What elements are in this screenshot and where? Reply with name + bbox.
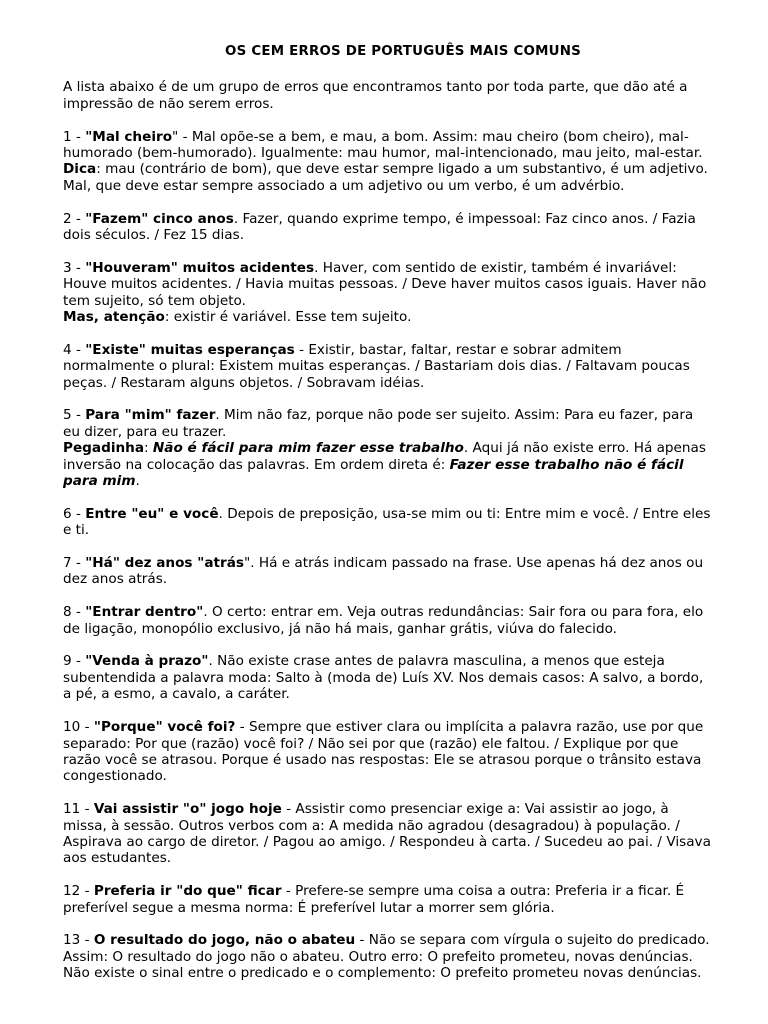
item-paragraph — [63, 129, 713, 162]
item-number: 12 - — [63, 883, 94, 900]
item-heading: O resultado do jogo, não o abateu — [93, 932, 356, 949]
item-text: - Não se separa com vírgula o sujeito do predicado. Assim: O resultado do jogo não o abateu. Outro erro: O prefeito prometeu, novas denúncias. Não existe o sinal entre o predicado e o complemento: O prefeito prometeu novas denúncias. — [63, 932, 710, 982]
item-text: " - Mal opõe-se a bem, e mau, a bom. Assim: mau cheiro (bom cheiro), mal-humorado (bem-humorado). Igualmente: mau humor, mal-intencionado, mau jeito, mal-estar. — [63, 128, 703, 162]
list-item — [63, 506, 713, 539]
item-heading: Vai assistir "o" jogo hoje — [93, 801, 282, 818]
list-item — [63, 260, 713, 326]
item-number: 13 - — [63, 932, 94, 949]
item-heading: "Houveram" muitos acidentes — [85, 259, 315, 276]
item-text: . O certo: entrar em. Veja outras redundâncias: Sair fora ou para fora, elo de ligação, monopólio exclusivo, já não há mais, ganhar grátis, viúva do falecido. — [63, 604, 704, 637]
item-heading: "Fazem" cinco anos — [85, 210, 234, 227]
item-number: 11 - — [63, 801, 94, 818]
item-text: . Haver, com sentido de existir, também é invariável: Houve muitos acidentes. / Havia muitas pessoas. / Deve haver muitos casos iguais. Haver não tem sujeito, só tem objeto. — [63, 259, 707, 309]
item-heading: "Entrar dentro" — [85, 604, 204, 621]
item-paragraph — [63, 260, 713, 309]
item-note — [63, 309, 713, 325]
item-heading: "Venda à prazo" — [85, 653, 209, 670]
item-note — [63, 440, 713, 489]
item-paragraph — [63, 883, 713, 916]
item-note — [63, 161, 713, 194]
note-label: Pegadinha — [63, 440, 145, 457]
item-number: 10 - — [63, 719, 94, 736]
note-example-emphasis: Fazer esse trabalho não é fácil para mim — [63, 456, 684, 490]
intro-text: A lista abaixo é de um grupo de erros que encontramos tanto por toda parte, que dão até a impressão de não serem erros. — [63, 79, 688, 112]
list-item — [63, 555, 713, 588]
item-paragraph — [63, 653, 713, 702]
item-paragraph — [63, 719, 713, 785]
item-paragraph — [63, 211, 713, 244]
item-number: 1 - — [63, 128, 86, 145]
item-number: 8 - — [63, 604, 86, 621]
note-label: Dica — [63, 161, 97, 178]
item-number: 3 - — [63, 259, 86, 276]
item-text: - Assistir como presenciar exige a: Vai assistir ao jogo, à missa, à sessão. Outros verbos com a: A medida não agradou (desagradou) à população. / Aspirava ao cargo de diretor. / Pagou ao amigo. / Respondeu à carta. / Sucedeu ao pai. / Visava aos estudantes. — [63, 801, 711, 867]
list-item — [63, 129, 713, 195]
item-number: 7 - — [63, 555, 86, 572]
item-heading: Para "mim" fazer — [85, 407, 216, 424]
list-item — [63, 883, 713, 916]
item-paragraph — [63, 604, 713, 637]
list-item — [63, 653, 713, 702]
item-heading: "Mal cheiro — [85, 128, 173, 145]
item-heading: Entre "eu" e você — [85, 505, 219, 522]
item-text: - Existir, bastar, faltar, restar e sobrar admitem normalmente o plural: Existem muitas esperanças. / Bastariam dois dias. / Faltavam poucas peças. / Restaram alguns objetos. / Sobravam idéias. — [63, 341, 690, 391]
item-paragraph — [63, 342, 713, 391]
note-label: Mas, atenção — [63, 309, 165, 326]
item-paragraph — [63, 407, 713, 440]
item-number: 9 - — [63, 653, 86, 670]
note-colon: : — [144, 440, 153, 457]
document-title: OS CEM ERROS DE PORTUGUÊS MAIS COMUNS — [225, 44, 581, 59]
list-item — [63, 604, 713, 637]
item-number: 5 - — [63, 407, 86, 424]
intro-paragraph — [63, 79, 713, 112]
item-text: - Sempre que estiver clara ou implícita a palavra razão, use por que separado: Por que (razão) você foi? / Não sei por que (razão) ele faltou. / Explique por que razão você se atrasou. Porque é usado nas respostas: Ele se atrasou porque o trânsito estava congestionado. — [63, 719, 704, 785]
item-heading: Preferia ir "do que" ficar — [93, 883, 282, 900]
list-item — [63, 719, 713, 785]
item-heading: "Existe" muitas esperanças — [85, 341, 295, 358]
note-end: . — [135, 473, 140, 490]
item-text: . Fazer, quando exprime tempo, é impessoal: Faz cinco anos. / Fazia dois séculos. / Fez 15 dias. — [63, 210, 696, 244]
item-paragraph — [63, 932, 713, 981]
item-text: . Mim não faz, porque não pode ser sujeito. Assim: Para eu fazer, para eu dizer, para eu trazer. — [63, 407, 694, 440]
note-text: : mau (contrário de bom), que deve estar sempre ligado a um substantivo, é um adjetivo. Mal, que deve estar sempre associado a um adjetivo ou um verbo, é um advérbio. — [63, 161, 708, 194]
item-heading: "Porque" você foi? — [93, 719, 236, 736]
note-text: . Aqui já não existe erro. Há apenas inversão na colocação das palavras. Em ordem direta é: — [63, 440, 706, 473]
item-text: . Depois de preposição, usa-se mim ou ti: Entre mim e você. / Entre eles e ti. — [63, 505, 711, 539]
list-item — [63, 342, 713, 391]
list-item — [63, 932, 713, 981]
list-item — [63, 407, 713, 489]
item-number: 2 - — [63, 210, 86, 227]
list-item — [63, 801, 713, 867]
document-page — [63, 44, 713, 998]
item-number: 4 - — [63, 341, 86, 358]
item-paragraph — [63, 801, 713, 867]
note-text: : existir é variável. Esse tem sujeito. — [164, 309, 412, 326]
item-text: - Prefere-se sempre uma coisa a outra: Preferia ir a ficar. É preferível segue a mesma norma: É preferível lutar a morrer sem glória. — [63, 883, 685, 916]
list-item — [63, 211, 713, 244]
item-number: 6 - — [63, 505, 86, 522]
item-text: ". Há e atrás indicam passado na frase. Use apenas há dez anos ou dez anos atrás. — [63, 555, 704, 588]
item-heading: "Há" dez anos "atrás — [85, 555, 244, 572]
item-paragraph — [63, 555, 713, 588]
note-example-emphasis: Não é fácil para mim fazer esse trabalho — [152, 440, 464, 457]
item-paragraph — [63, 506, 713, 539]
item-text: . Não existe crase antes de palavra masculina, a menos que esteja subentendida a palavra moda: Salto à (moda de) Luís XV. Nos demais casos: A salvo, a bordo, a pé, a esmo, a cavalo, a caráter. — [63, 653, 704, 703]
